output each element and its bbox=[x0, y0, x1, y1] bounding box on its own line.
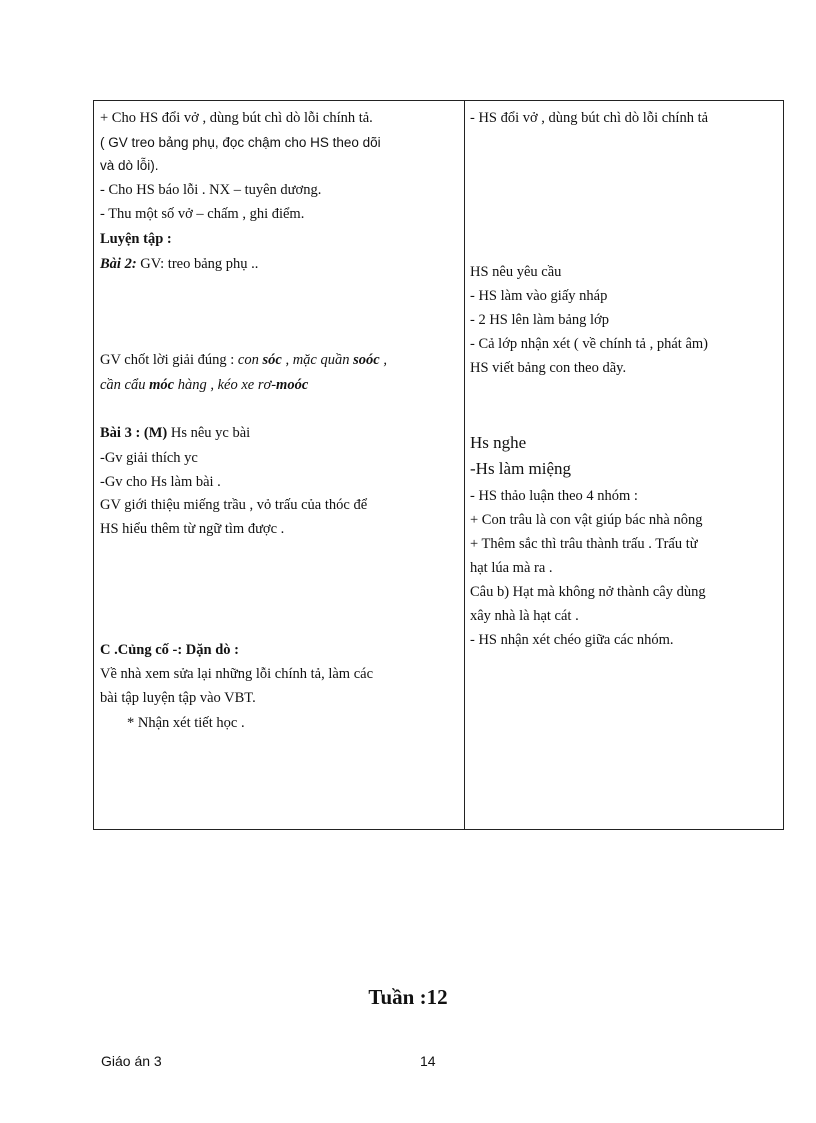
text-line: - 2 HS lên làm bảng lớp bbox=[470, 312, 609, 328]
text-span: móc bbox=[149, 377, 175, 393]
text-line: + Thêm sắc thì trâu thành trấu . Trấu từ bbox=[470, 536, 698, 552]
text-span: moóc bbox=[276, 377, 309, 393]
text-line: xây nhà là hạt cát . bbox=[470, 608, 579, 624]
section-heading: Luyện tập : bbox=[100, 231, 172, 247]
answer-line bbox=[100, 376, 308, 394]
text-span: , mặc quần bbox=[281, 352, 354, 368]
exercise-text: GV: treo bảng phụ .. bbox=[136, 256, 259, 272]
text-line: và dò lỗi). bbox=[100, 158, 159, 173]
text-span: cần cẩu bbox=[100, 377, 150, 393]
text-span: sóc bbox=[262, 352, 282, 368]
exercise-text: Hs nêu yc bài bbox=[167, 425, 251, 441]
text-line: - HS thảo luận theo 4 nhóm : bbox=[470, 488, 638, 504]
text-line: + Cho HS đổi vở , dùng bút chì dò lỗi chính tả. bbox=[100, 110, 373, 126]
text-span: GV chốt lời giải đúng : bbox=[100, 352, 238, 368]
text-line: bài tập luyện tập vào VBT. bbox=[100, 690, 256, 706]
text-line: - HS nhận xét chéo giữa các nhóm. bbox=[470, 632, 674, 648]
column-divider bbox=[464, 101, 465, 829]
text-line: - Cả lớp nhận xét ( về chính tả , phát âm) bbox=[470, 336, 708, 352]
text-line: ( GV treo bảng phụ, đọc chậm cho HS theo dõi bbox=[100, 135, 381, 150]
exercise-3-line bbox=[100, 424, 250, 442]
section-heading: C .Củng cố -: Dặn dò : bbox=[100, 642, 239, 658]
text-line: HS nêu yêu cầu bbox=[470, 264, 562, 280]
text-line: * Nhận xét tiết học . bbox=[127, 715, 245, 731]
text-line: -Gv cho Hs làm bài . bbox=[100, 474, 221, 490]
teacher-activities-column bbox=[94, 101, 464, 829]
text-line: - Thu một số vở – chấm , ghi điểm. bbox=[100, 206, 305, 222]
text-span: , bbox=[379, 352, 387, 368]
text-span: hàng , kéo xe rơ- bbox=[174, 377, 277, 393]
week-title: Tuần :12 bbox=[368, 985, 448, 1009]
text-line: HS hiểu thêm từ ngữ tìm được . bbox=[100, 521, 285, 537]
text-line: Về nhà xem sửa lại những lỗi chính tả, làm các bbox=[100, 666, 374, 682]
text-line: - HS làm vào giấy nháp bbox=[470, 288, 608, 304]
text-line: - Cho HS báo lỗi . NX – tuyên dương. bbox=[100, 182, 322, 198]
text-span: soóc bbox=[353, 352, 380, 368]
text-line: + Con trâu là con vật giúp bác nhà nông bbox=[470, 512, 703, 528]
text-line: -Gv giải thích yc bbox=[100, 450, 198, 466]
text-line: GV giới thiệu miếng trầu , vỏ trấu của thóc để bbox=[100, 497, 368, 513]
text-span: con bbox=[237, 352, 263, 368]
text-line: Hs nghe bbox=[470, 433, 527, 452]
student-activities-column bbox=[466, 101, 784, 829]
page-number: 14 bbox=[420, 1053, 436, 1069]
exercise-2-line bbox=[100, 255, 258, 273]
footer-doc-name: Giáo án 3 bbox=[101, 1053, 162, 1069]
exercise-label: Bài 3 : (M) bbox=[100, 425, 168, 441]
text-line: hạt lúa mà ra . bbox=[470, 560, 553, 576]
lesson-plan-table bbox=[93, 100, 784, 830]
text-line: -Hs làm miệng bbox=[470, 459, 572, 478]
text-line: HS viết bảng con theo dãy. bbox=[470, 360, 627, 376]
text-line: Câu b) Hạt mà không nở thành cây dùng bbox=[470, 584, 706, 600]
answer-line bbox=[100, 351, 387, 369]
exercise-label: Bài 2: bbox=[100, 256, 137, 272]
text-line: - HS đổi vở , dùng bút chì dò lỗi chính tả bbox=[470, 110, 709, 126]
